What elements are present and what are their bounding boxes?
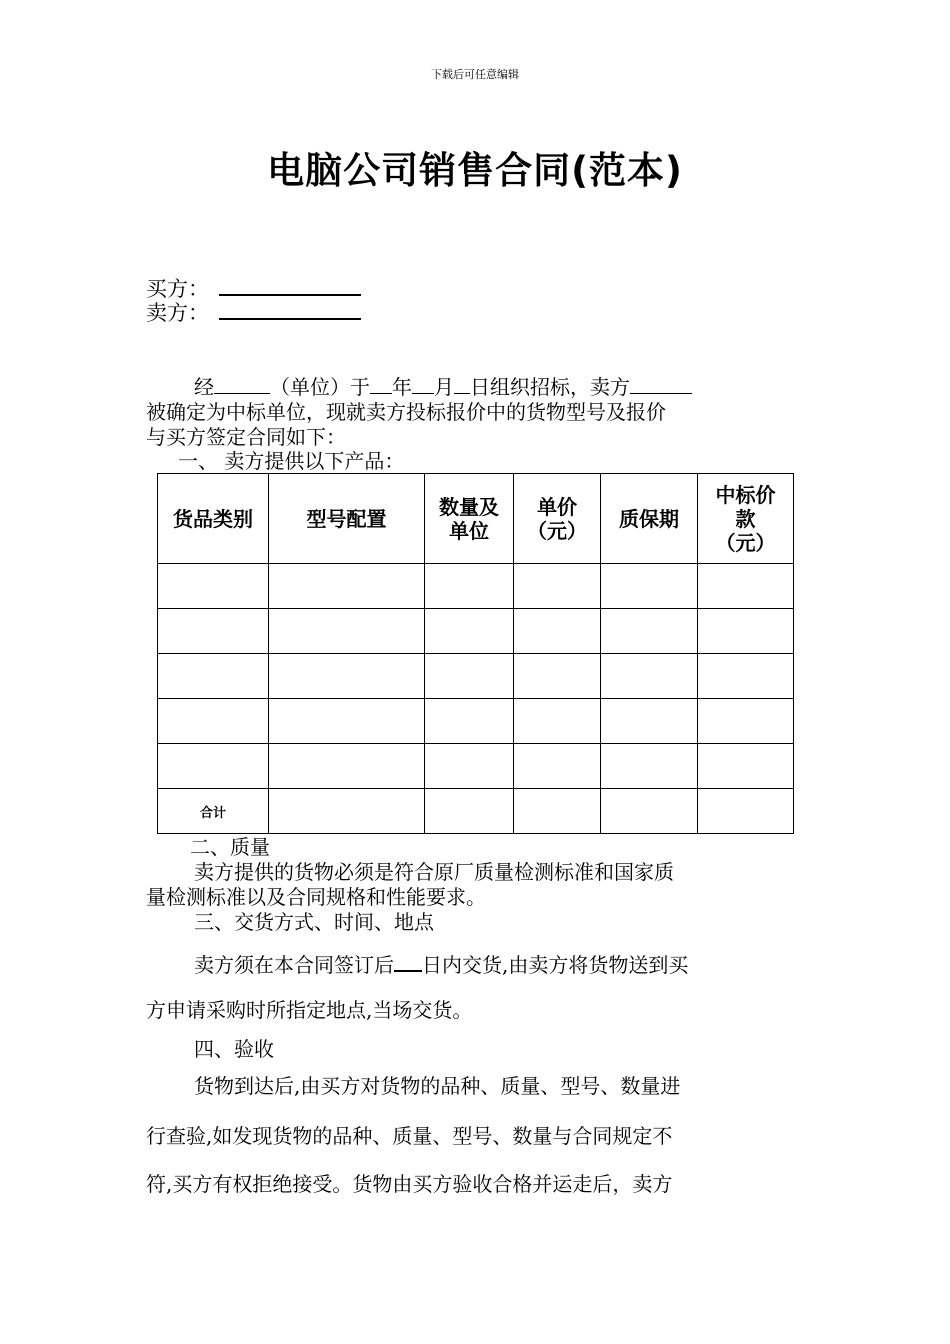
intro-line-2: 被确定为中标单位，现就卖方投标报价中的货物型号及报价: [146, 400, 666, 424]
table-cell[interactable]: [601, 609, 698, 654]
table-cell[interactable]: [425, 699, 514, 744]
intro-text: （单位）于: [270, 375, 370, 399]
header-unit-price: 单价 （元）: [514, 474, 601, 564]
table-cell[interactable]: [425, 744, 514, 789]
table-cell[interactable]: [601, 744, 698, 789]
section-3-heading: 三、交货方式、时间、地点: [194, 910, 434, 934]
section-3-text: 卖方须在本合同签订后: [194, 953, 394, 977]
table-cell[interactable]: [514, 699, 601, 744]
table-cell[interactable]: [698, 564, 794, 609]
section-4-heading: 四、验收: [194, 1037, 274, 1061]
table-cell[interactable]: [269, 699, 425, 744]
table-cell[interactable]: [269, 789, 425, 834]
section-3-text: 日内交货,由卖方将货物送到买: [422, 953, 689, 977]
section-2-heading: 二、质量: [190, 835, 270, 859]
table-cell[interactable]: [269, 609, 425, 654]
table-cell[interactable]: [514, 744, 601, 789]
table-cell[interactable]: [514, 654, 601, 699]
section-2-line-2: 量检测标准以及合同规格和性能要求。: [146, 885, 486, 909]
buyer-label: 买方：: [146, 277, 209, 301]
table-cell[interactable]: [514, 609, 601, 654]
buyer-blank[interactable]: [219, 276, 361, 296]
table-row: [158, 654, 794, 699]
seller-label: 卖方：: [146, 301, 209, 325]
section-3-line-1: [146, 950, 806, 978]
table-cell[interactable]: [601, 699, 698, 744]
table-row: [158, 564, 794, 609]
table-cell[interactable]: [601, 789, 698, 834]
section-4-line-1: 货物到达后,由买方对货物的品种、质量、型号、数量进: [194, 1074, 681, 1098]
table-cell[interactable]: [158, 654, 269, 699]
table-cell[interactable]: [514, 564, 601, 609]
header-bid-price: 中标价 款 （元）: [698, 474, 794, 564]
section-4-line-3: 符,买方有权拒绝接受。货物由买方验收合格并运走后，卖方: [146, 1172, 673, 1196]
section-1-heading: 一、 卖方提供以下产品：: [178, 449, 405, 473]
table-cell[interactable]: [269, 654, 425, 699]
table-row: [158, 699, 794, 744]
header-warranty: 质保期: [601, 474, 698, 564]
section-2-line-1: 卖方提供的货物必须是符合原厂质量检测标准和国家质: [194, 860, 674, 884]
table-cell[interactable]: [698, 654, 794, 699]
intro-line-1: [146, 375, 806, 400]
table-row: [158, 744, 794, 789]
table-total-row: [158, 789, 794, 834]
unit-blank[interactable]: [214, 375, 270, 394]
table-cell[interactable]: [425, 564, 514, 609]
table-cell[interactable]: [425, 789, 514, 834]
total-label: 合计: [158, 789, 269, 834]
seller-line: [146, 300, 361, 325]
intro-text: 月: [434, 375, 454, 399]
goods-table: [157, 473, 794, 834]
intro-text: 年: [392, 375, 412, 399]
delivery-days-blank[interactable]: [394, 950, 422, 972]
buyer-line: [146, 276, 361, 301]
table-header-row: [158, 474, 794, 564]
table-cell[interactable]: [698, 789, 794, 834]
intro-line-3: 与买方签定合同如下：: [146, 425, 346, 449]
document-title: 电脑公司销售合同(范本): [267, 149, 683, 192]
table-cell[interactable]: [698, 699, 794, 744]
intro-text: 日组织招标，卖方: [470, 375, 630, 399]
intro-text: 经: [194, 375, 214, 399]
header-category: 货品类别: [158, 474, 269, 564]
table-cell[interactable]: [158, 699, 269, 744]
table-cell[interactable]: [158, 564, 269, 609]
month-blank[interactable]: [412, 375, 434, 394]
table-cell[interactable]: [425, 609, 514, 654]
table-cell[interactable]: [698, 744, 794, 789]
section-3-line-2: 方申请采购时所指定地点,当场交货。: [146, 998, 473, 1022]
header-quantity: 数量及 单位: [425, 474, 514, 564]
header-model: 型号配置: [269, 474, 425, 564]
section-4-line-2: 行查验,如发现货物的品种、质量、型号、数量与合同规定不: [146, 1124, 673, 1148]
table-cell[interactable]: [514, 789, 601, 834]
year-blank[interactable]: [370, 375, 392, 394]
winning-seller-blank[interactable]: [630, 375, 692, 394]
table-cell[interactable]: [698, 609, 794, 654]
table-cell[interactable]: [158, 744, 269, 789]
table-cell[interactable]: [269, 744, 425, 789]
table-row: [158, 609, 794, 654]
table-cell[interactable]: [425, 654, 514, 699]
day-blank[interactable]: [454, 375, 470, 394]
seller-blank[interactable]: [219, 300, 361, 320]
table-cell[interactable]: [601, 564, 698, 609]
table-cell[interactable]: [601, 654, 698, 699]
header-note: 下载后可任意编辑: [431, 68, 519, 81]
table-cell[interactable]: [269, 564, 425, 609]
table-cell[interactable]: [158, 609, 269, 654]
